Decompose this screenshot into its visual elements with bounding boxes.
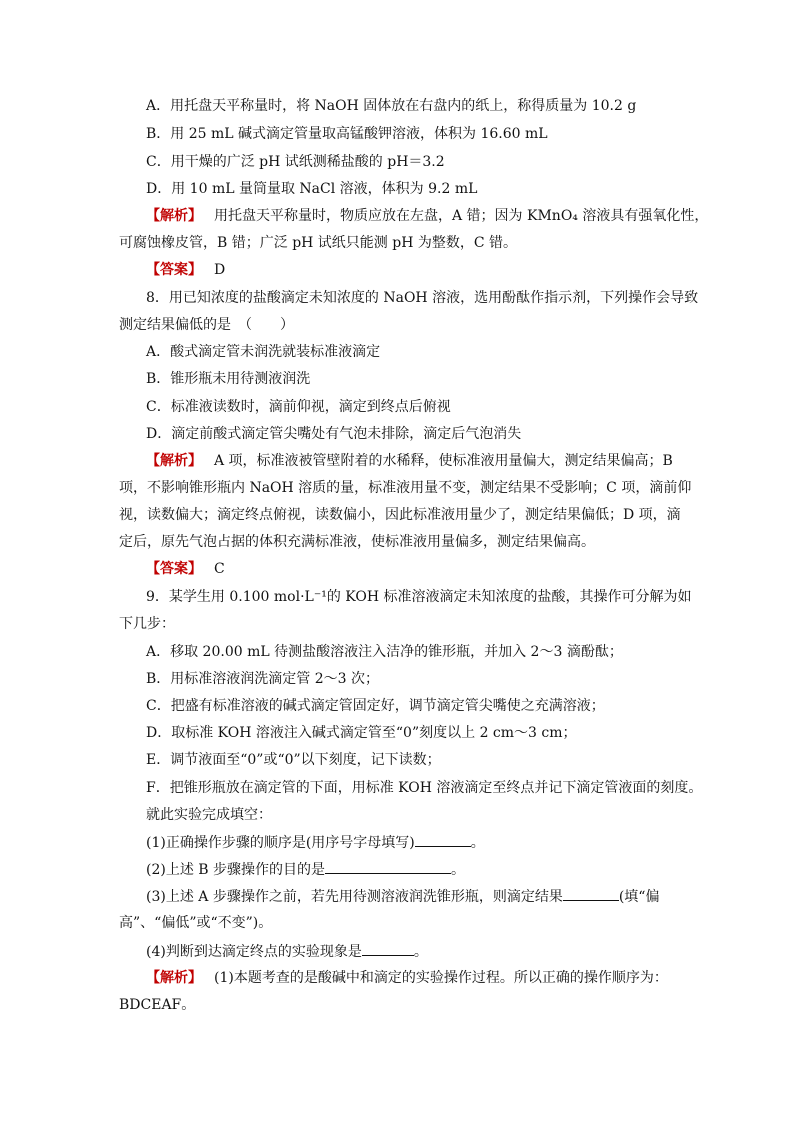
q9-stem-2: 下几步：	[119, 616, 175, 632]
q8-analysis-text-3: 视，读数偏大；滴定终点俯视，读数偏小，因此标准液用量少了，测定结果偏低；D 项，滴	[119, 507, 681, 523]
q8-analysis-text-2: 项，不影响锥形瓶内 NaOH 溶质的量，标准液用量不变，测定结果不受影响；C 项，滴前仰	[119, 480, 692, 496]
q8-answer-line	[146, 559, 706, 579]
q7-answer-value: D	[214, 262, 226, 278]
q7-analysis-text-2: 可腐蚀橡皮管，B 错；广泛 pH 试纸只能测 pH 为整数，C 错。	[119, 235, 518, 251]
q7-answer-line	[146, 260, 706, 280]
q9-sub-2-blank	[325, 859, 451, 874]
q8-stem-2: 测定结果偏低的是 （ ）	[119, 317, 294, 333]
q9-sub-3-cont: 高”、“偏低”或“不变”)。	[119, 915, 273, 931]
q9-stem-1: 9．某学生用 0.100 mol·L⁻¹的 KOH 标准溶液滴定未知浓度的盐酸，其操作可分解为如	[146, 589, 692, 605]
q9-sub-3	[146, 886, 706, 906]
q9-step-c: C．把盛有标准溶液的碱式滴定管固定好，调节滴定管尖嘴使之充满溶液；	[146, 698, 605, 714]
q9-sub-4-text: (4)判断到达滴定终点的实验现象是	[146, 944, 362, 960]
q9-step-d: D．取标准 KOH 溶液注入碱式滴定管至“0”刻度以上 2 cm～3 cm；	[146, 725, 577, 741]
q9-prompt: 就此实验完成填空：	[146, 807, 272, 823]
q9-analysis-text-2: BDCEAF。	[119, 997, 196, 1013]
q9-sub-3-blank	[563, 886, 619, 901]
q7-analysis-line-1	[146, 206, 709, 226]
q9-sub-4-end: 。	[413, 944, 428, 960]
q9-step-b: B．用标准溶液润洗滴定管 2～3 次；	[146, 671, 380, 687]
q8-stem-1: 8．用已知浓度的盐酸滴定未知浓度的 NaOH 溶液，选用酚酞作指示剂，下列操作会导致	[146, 290, 699, 306]
q9-sub-1	[146, 832, 706, 852]
q9-analysis-label: 【解析】	[146, 970, 202, 986]
q8-analysis-line-1	[146, 451, 706, 471]
q9-sub-1-blank	[415, 832, 471, 847]
q8-analysis-text-4: 定后，原先气泡占据的体积充满标准液，使标准液用量偏多，测定结果偏高。	[119, 534, 595, 550]
q7-option-a: A．用托盘天平称量时，将 NaOH 固体放在右盘内的纸上，称得质量为 10.2 g	[146, 98, 637, 114]
q8-answer-label: 【答案】	[146, 561, 202, 577]
q9-sub-2-end: 。	[451, 862, 466, 878]
q9-sub-1-end: 。	[470, 835, 485, 851]
q7-option-b: B．用 25 mL 碱式滴定管量取高锰酸钾溶液，体积为 16.60 mL	[146, 126, 548, 142]
q9-sub-3-end: (填“偏	[618, 889, 660, 905]
q9-step-f: F．把锥形瓶放在滴定管的下面，用标准 KOH 溶液滴定至终点并记下滴定管液面的刻度。	[146, 780, 703, 796]
q9-sub-2	[146, 859, 706, 879]
q7-option-c: C．用干燥的广泛 pH 试纸测稀盐酸的 pH＝3.2	[146, 154, 445, 170]
q9-step-e: E．调节液面至“0”或“0”以下刻度，记下读数；	[146, 752, 441, 768]
q7-analysis-label: 【解析】	[146, 208, 202, 224]
q7-answer-label: 【答案】	[146, 262, 202, 278]
q8-option-a: A．酸式滴定管未润洗就装标准液滴定	[146, 344, 381, 360]
q9-step-a: A．移取 20.00 mL 待测盐酸溶液注入洁净的锥形瓶，并加入 2～3 滴酚酞；	[146, 644, 623, 660]
q8-option-d: D．滴定前酸式滴定管尖嘴处有气泡未排除，滴定后气泡消失	[146, 426, 522, 442]
q9-sub-2-text: (2)上述 B 步骤操作的目的是	[146, 862, 326, 878]
q9-analysis-text-1: (1)本题考查的是酸碱中和滴定的实验操作过程。所以正确的操作顺序为：	[214, 970, 668, 986]
q9-analysis-line-1	[146, 968, 706, 988]
q7-option-d: D．用 10 mL 量筒量取 NaCl 溶液，体积为 9.2 mL	[146, 181, 478, 197]
q8-answer-value: C	[214, 561, 225, 577]
q8-analysis-text-1: A 项，标准液被管壁附着的水稀释，使标准液用量偏大，测定结果偏高；B	[214, 453, 673, 469]
q9-sub-4	[146, 941, 706, 961]
q8-option-c: C．标准液读数时，滴前仰视，滴定到终点后俯视	[146, 399, 451, 415]
q9-sub-3-text: (3)上述 A 步骤操作之前，若先用待测溶液润洗锥形瓶，则滴定结果	[146, 889, 563, 905]
q7-analysis-text-1: 用托盘天平称量时，物质应放在左盘，A 错；因为 KMnO₄ 溶液具有强氧化性，	[214, 208, 709, 224]
q9-sub-4-blank	[362, 941, 414, 956]
q9-sub-1-text: (1)正确操作步骤的顺序是(用序号字母填写)	[146, 835, 415, 851]
q8-option-b: B．锥形瓶未用待测液润洗	[146, 371, 311, 387]
q8-analysis-label: 【解析】	[146, 453, 202, 469]
